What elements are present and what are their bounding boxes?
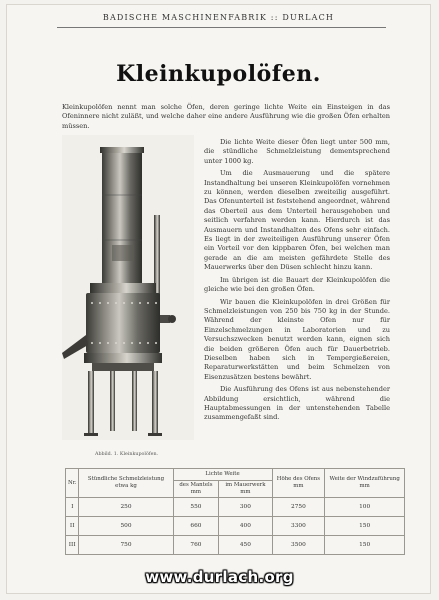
watermark-url: www.durlach.org bbox=[145, 568, 294, 586]
cell-nr: III bbox=[66, 536, 79, 555]
col-header-mantel: des Mantels mm bbox=[173, 481, 219, 498]
cell-wind: 100 bbox=[325, 498, 405, 517]
page-title: Kleinkupolöfen. bbox=[116, 61, 321, 87]
cell-mantel: 660 bbox=[173, 517, 219, 536]
paragraph: Die Ausführung des Ofens ist aus nebenstehender Abbildung ersichtlich, während die Hauptabmessungen in der untenstehenden Tabelle zusammengefaßt sind. bbox=[204, 385, 390, 422]
table-header-row bbox=[66, 469, 405, 481]
table-row bbox=[66, 498, 405, 517]
page-header: BADISCHE MASCHINENFABRIK :: DURLACH bbox=[102, 13, 335, 22]
col-header-mauerwerk: im Mauerwerk mm bbox=[219, 481, 272, 498]
cell-mauerwerk: 400 bbox=[219, 517, 272, 536]
cell-hoehe: 3300 bbox=[272, 517, 325, 536]
cell-hoehe: 3500 bbox=[272, 536, 325, 555]
cell-mantel: 760 bbox=[173, 536, 219, 555]
col-header-windzufuehrung: Weite der Windzuführung mm bbox=[325, 469, 405, 498]
cell-leistung: 250 bbox=[79, 498, 173, 517]
intro-paragraph: Kleinkupolöfen nennt man solche Öfen, deren geringe lichte Weite ein Einsteigen in das Ofeninnere nicht zuläßt, und welche daher eine andere Ausführung wie die großen Öfen erhalten müssen. bbox=[62, 103, 390, 130]
body-text bbox=[204, 138, 390, 426]
col-header-hoehe: Höhe des Ofens mm bbox=[272, 469, 325, 498]
cell-wind: 150 bbox=[325, 517, 405, 536]
dimensions-table bbox=[65, 468, 405, 555]
furnace-illustration bbox=[62, 135, 194, 440]
cell-mantel: 550 bbox=[173, 498, 219, 517]
cell-mauerwerk: 450 bbox=[219, 536, 272, 555]
cell-leistung: 750 bbox=[79, 536, 173, 555]
cell-nr: II bbox=[66, 517, 79, 536]
table-row bbox=[66, 536, 405, 555]
cell-mauerwerk: 300 bbox=[219, 498, 272, 517]
col-header-lichte-weite: Lichte Weite bbox=[173, 469, 272, 481]
cell-hoehe: 2750 bbox=[272, 498, 325, 517]
figure-caption: Abbild. 1. Kleinkupolöfen. bbox=[95, 452, 159, 457]
document-page bbox=[6, 4, 431, 594]
cell-wind: 150 bbox=[325, 536, 405, 555]
cell-leistung: 500 bbox=[79, 517, 173, 536]
paragraph: Die lichte Weite dieser Öfen liegt unter 500 mm, die stündliche Schmelzleistung dementsprechend unter 1000 kg. bbox=[204, 138, 390, 165]
cupola-furnace-drawing bbox=[62, 135, 194, 440]
col-header-leistung: Stündliche Schmelzleistung etwa kg bbox=[79, 469, 173, 498]
table-row bbox=[66, 517, 405, 536]
header-rule bbox=[57, 27, 386, 28]
col-header-nr: Nr. bbox=[66, 469, 79, 498]
paragraph: Im übrigen ist die Bauart der Kleinkupolöfen die gleiche wie bei den großen Öfen. bbox=[204, 275, 390, 294]
paragraph: Um die Ausmauerung und die spätere Instandhaltung bei unseren Kleinkupolöfen vornehmen zu können, werden dieselben zweiteilig ausgeführt. Das Ofenunterteil ist feststehend angeordnet, während das Oberteil aus dem Unterteil herausgehoben und seitlich verfahren werden kann. Hierdurch ist das Ausmauern und Instandhalten des Ofens sehr einfach. Es liegt in der zweiteiligen Ausführung unserer Öfen ein Vorteil vor den kippbaren Öfen, bei welchen man gerade an die am meisten gefährdete Stelle des Mauerwerks über den Düsen schlecht hinzu kann. bbox=[204, 169, 390, 272]
cell-nr: I bbox=[66, 498, 79, 517]
paragraph: Wir bauen die Kleinkupolöfen in drei Größen für Schmelzleistungen von 250 bis 750 kg in der Stunde. Während der kleinste Ofen nur für Einzelschmelzungen in Laboratorien und zu Versuchszwecken benutzt werden kann, eignen sich die beiden größeren Öfen auch für Dauerbetrieb. Dieselben haben sich in Tempergießereien, Reparaturwerkstätten und beim Schmelzen von Eisenzusätzen bestens bewährt. bbox=[204, 297, 390, 381]
